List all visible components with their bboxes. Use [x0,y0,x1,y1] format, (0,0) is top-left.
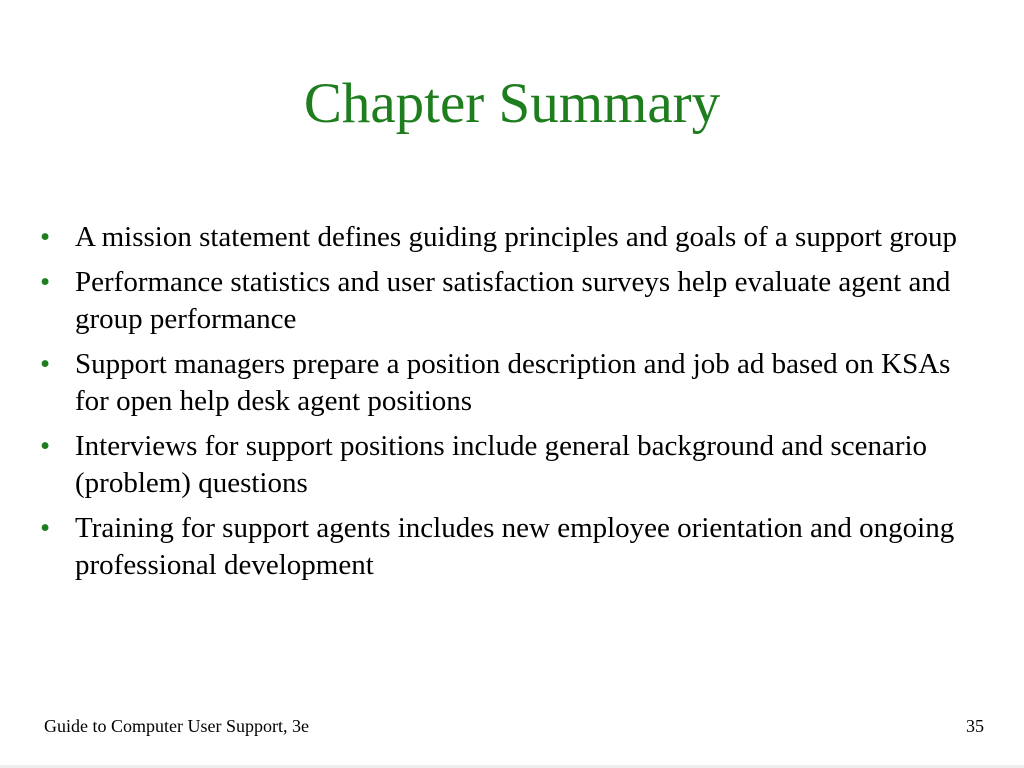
bullet-text: Performance statistics and user satisfaction surveys help evaluate agent and group performance [75,266,951,335]
bullet-text: Training for support agents includes new employee orientation and ongoing professional development [75,512,955,581]
bullet-dot-icon: • [40,348,51,380]
bullet-text: Interviews for support positions include general background and scenario (problem) questions [75,430,928,499]
bullet-dot-icon: • [40,512,51,544]
bullet-dot-icon: • [40,266,51,298]
bullet-item [36,264,986,338]
bullet-item [36,510,986,584]
bullet-dot-icon: • [40,430,51,462]
bullet-text: A mission statement defines guiding principles and goals of a support group [75,221,957,253]
bullet-item [36,219,986,256]
bullet-item [36,428,986,502]
bullet-dot-icon: • [40,221,51,253]
bullet-list [36,219,986,592]
footer-page-number: 35 [966,716,984,736]
bullet-text: Support managers prepare a position description and job ad based on KSAs for open help desk agent positions [75,348,951,417]
footer-book-title: Guide to Computer User Support, 3e [44,716,309,736]
slide-title: Chapter Summary [303,72,721,135]
bullet-item [36,346,986,420]
